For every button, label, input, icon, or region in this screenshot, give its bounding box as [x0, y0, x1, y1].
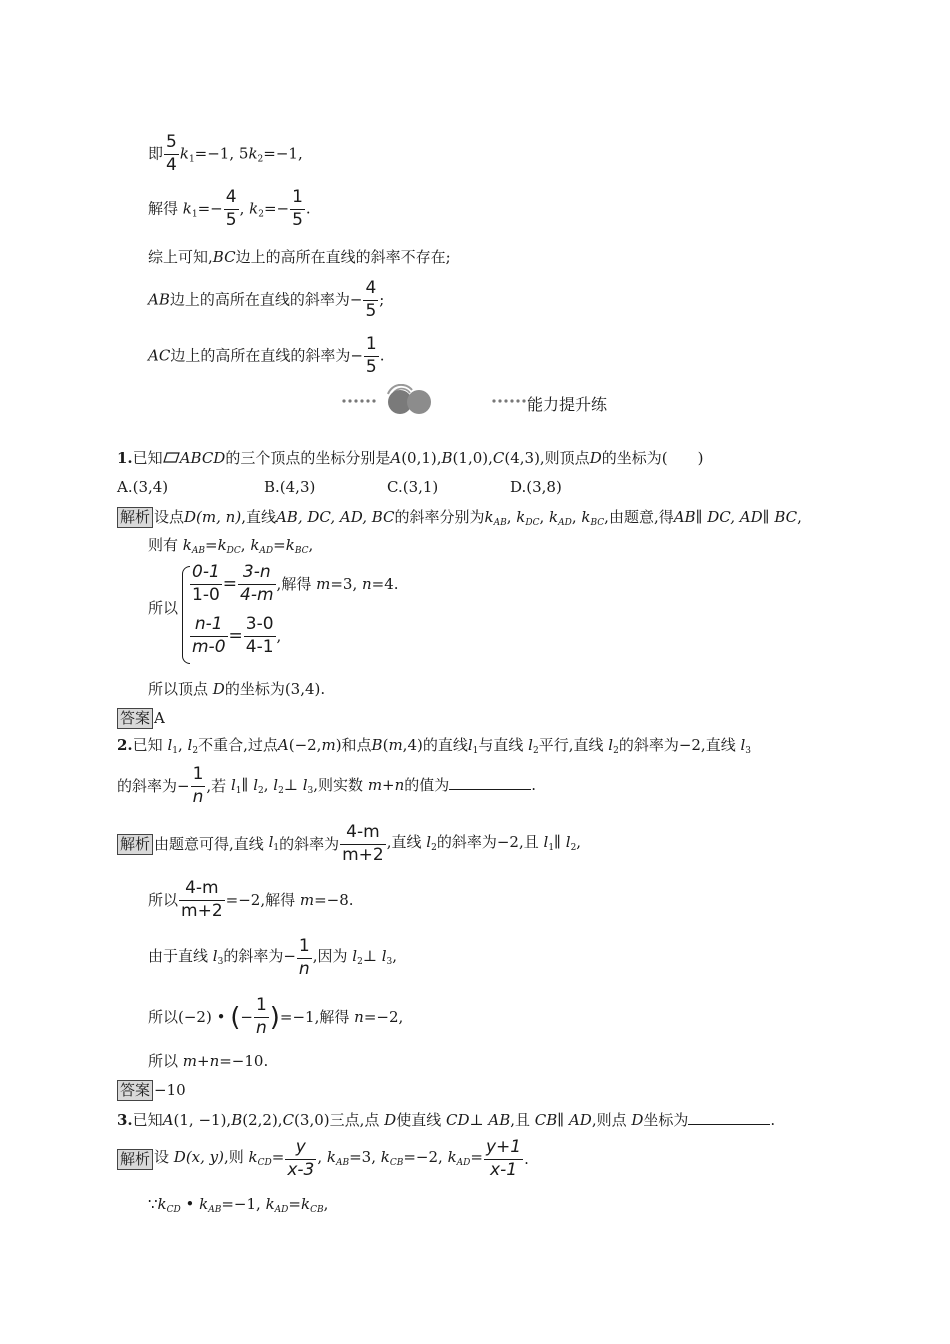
system-label: 所以 — [148, 599, 179, 617]
answer-line — [117, 708, 165, 729]
question-2-stem-cont: 的斜率为− $\frac{1}{n}$ ,若 $l_1\parallel$ $l_2$, $l_2\perp$ $l_3$,则实数 m+n的值为 . — [117, 764, 537, 807]
answer-blank — [449, 777, 531, 790]
solution-line: 综上可知,BC边上的高所在直线的斜率不存在; — [148, 248, 451, 266]
fraction: $\frac{4}{5}$ — [225, 187, 237, 230]
analysis-line: $\because k_{CD}$ • $k_{AB}=-1$, $k_{AD}=k_{CB}$, — [148, 1195, 329, 1215]
analysis-tag: 解析 — [117, 1149, 153, 1170]
analysis-line: 解析 设 D(x, y),则 $k_{CD}=$ $\frac{y}{x-3}$ , $k_{AB}=3$, $k_{CB}=-2$, $k_{AD}=$ $\frac{y+1}{x-1}$ . — [117, 1139, 529, 1180]
analysis-tag: 解析 — [117, 834, 153, 855]
analysis-tag: 解析 — [117, 507, 153, 528]
section-title: 能力提升练 — [527, 395, 608, 414]
question-3-stem: 3.已知A(1, −1),B(2,2),C(3,0)三点,点 D使直线 CD⊥ AB,且 CB∥ AD,则点 D坐标为 . — [117, 1111, 776, 1129]
fraction: $\frac{1}{5}$ — [365, 334, 377, 377]
fraction: $\frac{4}{5}$ — [365, 278, 377, 321]
solution-line: 解得 $k_1=-$ $\frac{4}{5}$ , $k_2=-$ $\frac{1}{5}$ . — [148, 187, 311, 230]
answer-value: A — [154, 709, 165, 727]
choice-a: A.(3,4) — [117, 478, 169, 496]
answer-tag: 答案 — [117, 708, 153, 729]
text: 即 — [148, 144, 164, 163]
solution-line: 即 $\frac{5}{4}$ $k_1=-1$, $5k_2=-1$, — [148, 132, 303, 175]
equation-1: $\frac{0-1}{1-0}$ = $\frac{3-n}{4-m}$ ,解得 m=3, n=4. — [192, 562, 399, 605]
choice-c: C.(3,1) — [387, 478, 439, 496]
answer-blank — [688, 1112, 770, 1125]
equation-2: $\frac{n-1}{m-0}$ = $\frac{3-0}{4-1}$ , — [192, 614, 282, 657]
analysis-line: 所以顶点 D的坐标为(3,4). — [148, 680, 326, 698]
fraction: $\frac{1}{5}$ — [292, 187, 303, 230]
analysis-line: 解析 设点D(m, n),直线AB, DC, AD, BC的斜率分别为$k_{AB}$, $k_{DC}$, $k_{AD}$, $k_{BC}$,由题意,得AB∥ DC, AD∥ BC, — [117, 507, 802, 528]
choice-b: B.(4,3) — [264, 478, 316, 496]
choice-d: D.(3,8) — [510, 478, 562, 496]
analysis-line: 由于直线 $l_3$的斜率为− $\frac{1}{n}$ ,因为 $l_2\perp$ $l_3$, — [148, 936, 398, 979]
analysis-line: 所以 $\frac{4-m}{m+2}$ =−2,解得 m=−8. — [148, 878, 354, 921]
solution-line: AC边上的高所在直线的斜率为− $\frac{1}{5}$ . — [148, 334, 385, 377]
parallelogram-icon — [163, 452, 180, 463]
analysis-line: 解析 由题意可得,直线 $l_1$的斜率为 $\frac{4-m}{m+2}$ ,直线 $l_2$的斜率为−2,且 $l_1\parallel$ $l_2$, — [117, 824, 581, 865]
analysis-line: 所以(−2) • (− $\frac{1}{n}$ )=−1,解得 n=−2, — [148, 995, 404, 1038]
analysis-line: 所以 m+n=−10. — [148, 1052, 269, 1070]
answer-tag: 答案 — [117, 1080, 153, 1101]
analysis-line: 则有 $k_{AB}=k_{DC}$, $k_{AD}=k_{BC}$, — [148, 536, 314, 556]
question-2-stem: 2.已知 $l_1$, $l_2$不重合,过点A(−2,m)和点B(m,4)的直线$l_1$与直线 $l_2$平行,直线 $l_2$的斜率为−2,直线 $l_3$ — [117, 736, 752, 756]
answer-value: −10 — [154, 1081, 186, 1099]
answer-line — [117, 1080, 186, 1101]
fraction: $\frac{5}{4}$ — [166, 132, 177, 175]
solution-line: AB边上的高所在直线的斜率为− $\frac{4}{5}$ ; — [148, 278, 385, 321]
question-1-stem: 1.已知 ABCD的三个顶点的坐标分别是A(0,1),B(1,0),C(4,3),则顶点D的坐标为( ) — [117, 449, 704, 467]
section-header — [340, 384, 640, 420]
